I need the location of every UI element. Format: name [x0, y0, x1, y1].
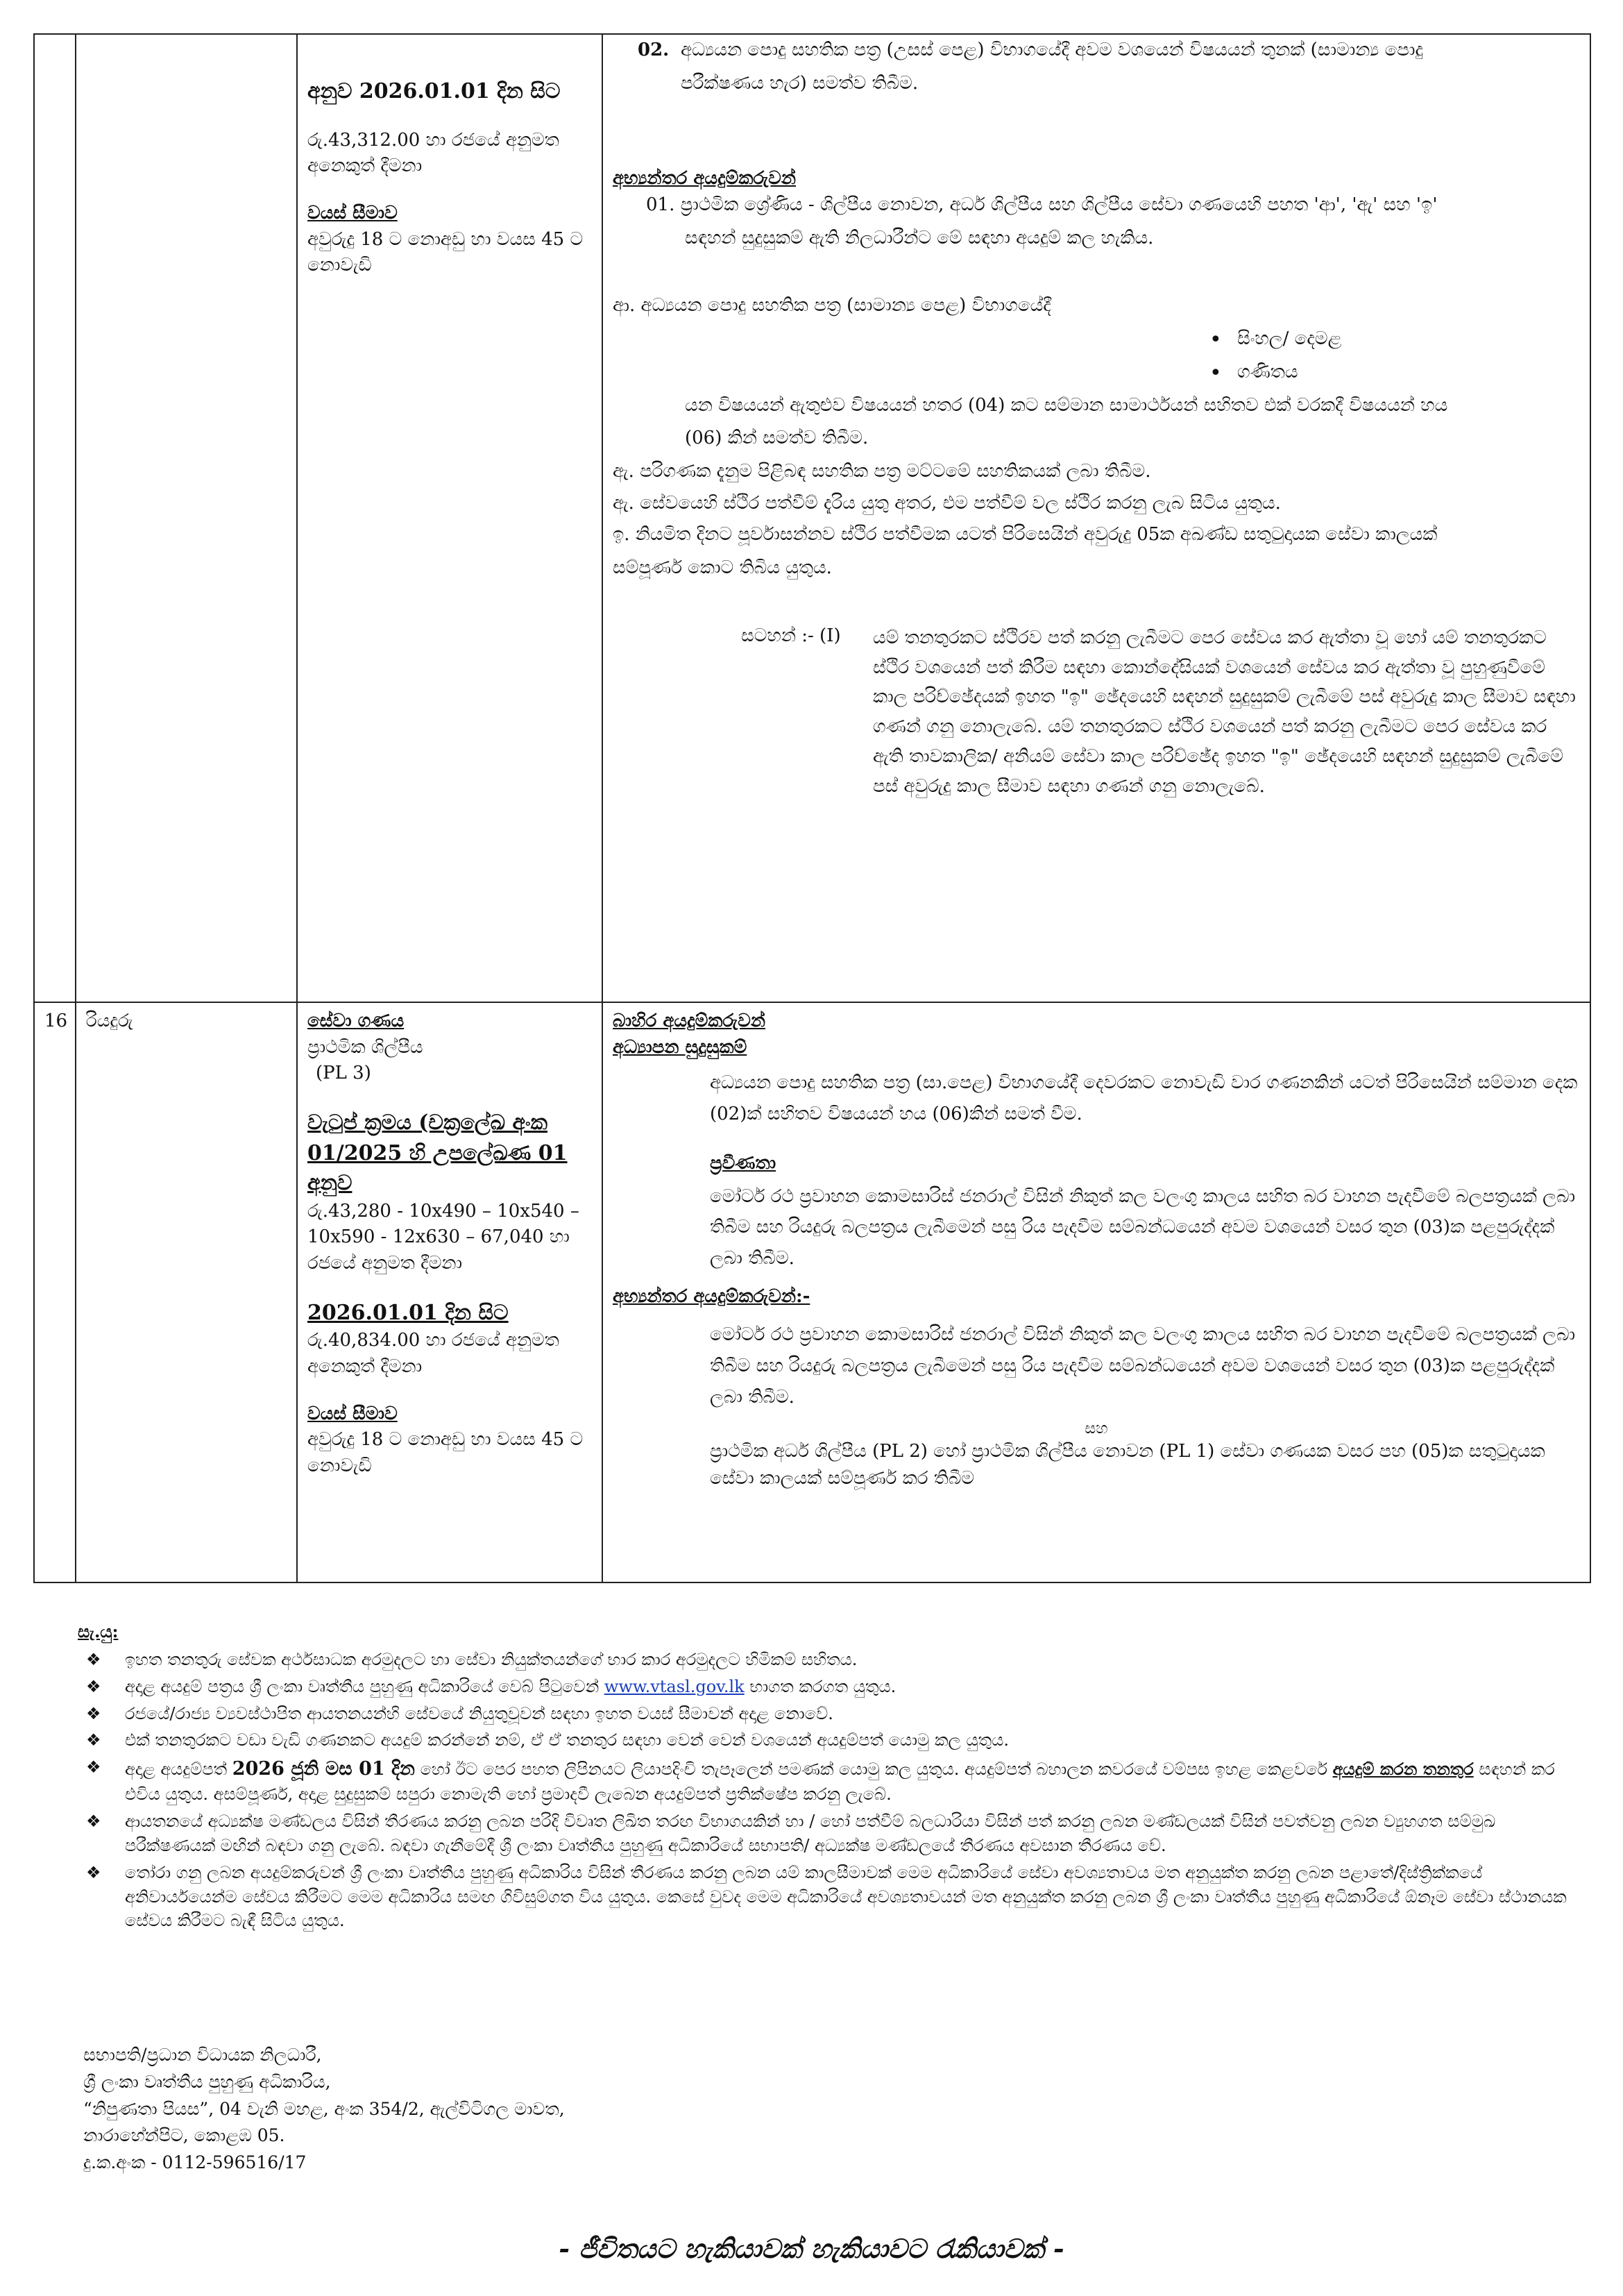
- internal-qualification-i-cont: සම්පූර්ණ කොට තිබිය යුතුය.: [613, 557, 832, 578]
- experience-text: මෝටර් රථ ප්‍රවාහන කොමසාරිස් ජනරාල් විසින් නිකුත් කල වලංගු කාලය සහිත බර වාහන පැදවීමේ බලපත්‍රයක් ලබා තිබීම සහ රියදුරු බලපත්‍රය ලැබීමෙන් පසු රිය පැදවීම සම්බන්ධයෙන් අවම වශයෙන් වසර තුන (03)ක පළපුරුද්දක් ලබා තිබීම.: [710, 1185, 1576, 1269]
- salary-new-value: රු.40,834.00 හා රජයේ අනුමත අනෙකුත් දීමනා: [307, 1330, 559, 1377]
- notes-section: [78, 1621, 1589, 1936]
- qualification-number: 02.: [638, 40, 670, 60]
- diamond-bullet-icon: ❖: [86, 1650, 101, 1669]
- signature-line: සභාපති/ප්‍රධාන විධායක නිලධාරී,: [83, 2045, 322, 2065]
- cell-number: 16: [34, 1002, 76, 1582]
- vacancy-table: [33, 33, 1591, 1583]
- internal-qualification-01-cont: සඳහන් සුදුසුකම් ඇති නිලධාරීන්ට මේ සඳහා අයදුම් කල හැකිය.: [685, 227, 1154, 248]
- internal-qualification-a-cont2: (06) කින් සමත්ව තිබීම.: [685, 428, 869, 449]
- diamond-bullet-icon: ❖: [86, 1730, 101, 1750]
- signature-line: “නිපුණතා පියස”, 04 වැනි මහළ, අංක 354/2, ඇල්විටිගල මාවත,: [83, 2098, 565, 2119]
- internal-qualification-a: ආ. අධ්‍යයන පොදු සහතික පත්‍ර (සාමාන්‍ය පෙළ) විභාගයේදී: [613, 295, 1051, 316]
- age-limit-text: අවුරුදු 18 ට නොඅඩු හා වයස 45 ට නොවැඩි: [307, 228, 584, 276]
- salary-scale-text: රු.43,280 - 10x490 – 10x540 – 10x590 - 12x630 – 67,040 හා රජයේ අනුමත දීමනා: [307, 1200, 579, 1274]
- diamond-bullet-icon: ❖: [86, 1812, 101, 1832]
- cell-qualifications: [602, 34, 1590, 1002]
- service-grade: (PL 3): [316, 1063, 371, 1084]
- subject-list: [613, 326, 1580, 385]
- internal-qualification-a-cont: යන විෂයයන් ඇතුළුව විෂයයන් හතර (04) කට සම්මාන සාමාර්ථයන් සහිතව එක් වරකදී විෂයයන් හය: [685, 394, 1448, 416]
- table-row-16: [34, 1002, 1590, 1582]
- internal-text-2: ප්‍රාථමික අර්ධ ශිල්පීය (PL 2) හෝ ප්‍රාථමික ශිල්පීය නොවන (PL 1) සේවා ගණයක වසර පහ (05)ක සතුටුදායක සේවා කාලයක් සම්පූර්ණ කර තිබීම: [710, 1440, 1545, 1489]
- list-item: ❖ ඉහත තනතුරු සේවක අර්ථසාධක අරමුදලට හා සේවා නියුක්තයන්ගේ භාර කාර අරමුදලට හිමිකම් සහිතය.: [83, 1648, 1589, 1672]
- cell-number: [34, 34, 76, 1002]
- list-item: • සිංහල/ දෙමළ: [1209, 326, 1580, 353]
- internal-qualification-ae2: ඇ. සේවයෙහි ස්ථිර පත්වීම් දැරිය යුතු අතර, එම පත්වීම් වල ස්ථිර කරනු ලැබ සිටිය යුතුය.: [613, 492, 1281, 514]
- education-heading: අධ්‍යාපන සුදුසුකම්: [613, 1036, 747, 1058]
- diamond-bullet-icon: ❖: [86, 1676, 101, 1696]
- age-limit-heading: වයස් සීමාව: [307, 1403, 398, 1424]
- education-text: අධ්‍යයන පොදු සහතික පත්‍ර (සා.පෙළ) විභාගයේදී දෙවරකට නොවැඩි වාර ගණනකින් යටත් පිරිසෙයින් සම්මාන දෙක (02)ක් සහිතව විෂයයන් හය (06)කින් සමත් වීම.: [710, 1072, 1578, 1125]
- internal-text: මෝටර් රථ ප්‍රවාහන කොමසාරිස් ජනරාල් විසින් නිකුත් කල වලංගු කාලය සහිත බර වාහන පැදවීමේ බලපත්‍රයක් ලබා තිබීම සහ රියදුරු බලපත්‍රය ලැබීමෙන් පසු රිය පැදවීම සම්බන්ධයෙන් අවම වශයෙන් වසර තුන (03)ක පළපුරුද්දක් ලබා තිබීම.: [710, 1324, 1576, 1408]
- notes-title: සැ.යු:: [78, 1621, 119, 1641]
- internal-applicants-heading: අභ්‍යන්තර අයදුම්කරුවන්: [613, 168, 796, 189]
- age-limit-heading: වයස් සීමාව: [307, 202, 398, 223]
- salary-new-heading: 2026.01.01 දින සිට: [307, 1300, 509, 1325]
- list-item: ❖ රජයේ/රාජ්‍ය ව්‍යවස්ථාපිත ආයතනයන්හි සේවයේ නියුතුවූවන් සඳහා ඉහත වයස් සීමාවන් අදාළ නොවේ.: [83, 1702, 1589, 1726]
- internal-qualification-ae: ඇ. පරිගණක දැනුම පිළිබඳ සහතික පත්‍ර මට්ටමේ සහතිකයක් ලබා තිබීම.: [613, 460, 1151, 482]
- service-category-text: ප්‍රාථමික ශිල්පීය: [307, 1036, 423, 1058]
- list-item: ❖ එක් තනතුරකට වඩා වැඩි ගණනකට අයදුම් කරන්නේ නම්, ඒ ඒ තනතුර සඳහා වෙන් වෙන් වශයෙන් අයදුම්පත් යොමු කල යුතුය.: [83, 1728, 1589, 1753]
- cell-salary: [297, 1002, 602, 1582]
- age-limit-text: අවුරුදු 18 ට නොඅඩු හා වයස 45 ට නොවැඩි: [307, 1429, 584, 1476]
- service-category-heading: සේවා ගණය: [307, 1011, 405, 1031]
- cell-post: රියදුරු: [76, 1002, 297, 1582]
- list-item: ❖ තෝරා ගනු ලබන අයදුම්කරුවන් ශ්‍රී ලංකා වෘත්තීය පුහුණු අධිකාරිය විසින් තීරණය කරනු ලබන යම් කාලසීමාවක් මෙම අධිකාරියේ සේවා අවශ්‍යතාවය මත අනුයුක්ත කරනු ලබන පළාතේ/දිස්ත්‍රික්කයේ අනිවාර්යයෙන්ම සේවය කිරීමට මෙම අධිකාරිය සමඟ ගිවිසුම්ගත විය යුතුය. කෙසේ වුවද මෙම අධිකාරියේ අවශ්‍යතාවයන් මත අනුයුක්ත කරනු ලබන ශ්‍රී ලංකා වෘත්තීය පුහුණු අධිකාරියේ ඕනෑම සේවා ස්ථානයක සේවය කිරීමට බැඳී සිටිය යුතුය.: [83, 1861, 1589, 1933]
- note-label: සටහන් :- (I): [741, 625, 841, 646]
- and-connector: සහ: [1085, 1419, 1108, 1437]
- diamond-bullet-icon: ❖: [86, 1757, 101, 1778]
- signature-line: ශ්‍රී ලංකා වෘත්තීය පුහුණු අධිකාරිය,: [83, 2071, 331, 2092]
- note-block: [741, 623, 1580, 802]
- cell-post: [76, 34, 297, 1002]
- internal-qualification-01: 01. ප්‍රාථමික ශ්‍රේණිය - ශිල්පීය නොවන, අර්ධ ශිල්පීය සහ ශිල්පීය සේවා ගණයෙහි පහත 'ආ', 'ඇ' සහ 'ඉ': [646, 194, 1438, 216]
- list-item: ❖ ආයතනයේ අධ්‍යක්ෂ මණ්ඩලය විසින් තීරණය කරනු ලබන පරිදි විවෘත ලිඛිත තරඟ විභාගයකින් හා / හෝ පත්වීම් බලධාරියා විසින් පත් කරනු ලබන මණ්ඩලයක් විසින් පවත්වනු ලබන ව්‍යුහගත සම්මුඛ පරීක්ෂණයක් මඟින් බඳවා ගනු ලැබේ. බඳවා ගැනීමේදී ශ්‍රී ලංකා වෘත්තීය පුහුණු අධිකාරියේ සභාපති/ අධ්‍යක්ෂ මණ්ඩලයේ තීරණය අවසාන තීරණය වේ.: [83, 1809, 1589, 1858]
- salary-new-heading: අනුව 2026.01.01 දින සිට: [307, 79, 561, 103]
- signature-line: නාරාහේන්පිට, කොළඹ 05.: [83, 2125, 285, 2146]
- salary-new-value: රු.43,312.00 හා රජයේ අනුමත අනෙකුත් දීමනා: [307, 129, 559, 177]
- list-item: ❖ අදාළ අයදුම්පත් 2026 ජූනි මස 01 දින හෝ ඊට පෙර පහත ලිපිනයට ලියාපදිංචි තැපෑලෙන් පමණක් යොමු කල යුතුය. අයදුම්පත් බහාලන කවරයේ වම්පස ඉහළ කෙළවරේ අයදුම් කරන තනතුර සඳහන් කර එවිය යුතුය. අසම්පූර්ණ, අදාළ සුදුසුකම් සපුරා නොමැති හෝ ප්‍රමාදවී ලැබෙන අයදුම්පත් ප්‍රතික්ෂේප කරනු ලැබේ.: [83, 1755, 1589, 1807]
- cell-qualifications: [602, 1002, 1590, 1582]
- notes-list: [83, 1624, 1589, 1933]
- signature-block: [83, 2042, 565, 2177]
- experience-heading: ප්‍රවීණතා: [710, 1152, 776, 1174]
- internal-applicants-heading: අභ්‍යන්තර අයදුම්කරුවන්:-: [613, 1285, 810, 1307]
- list-item: ❖ අදාළ අයදුම් පත්‍රය ශ්‍රී ලංකා වෘත්තීය පුහුණු අධිකාරියේ වෙබ් පිටුවෙන් www.vtasl.gov.lk භාගත කරගත යුතුය.: [83, 1675, 1589, 1699]
- external-applicants-heading: බාහිර අයදුම්කරුවන්: [613, 1011, 765, 1031]
- website-link[interactable]: www.vtasl.gov.lk: [604, 1676, 745, 1696]
- cell-salary: [297, 34, 602, 1002]
- footer-slogan: - ජීවිතයට හැකියාවක් හැකියාවට රැකියාවක් -: [559, 2233, 1064, 2264]
- internal-qualification-i: ඉ. නියමිත දිනට පූර්වාසන්නව ස්ථිර පත්වීමක යටත් පිරිසෙයින් අවුරුදු 05ක අඛණ්ඩ සතුටුදායක සේවා කාලයක්: [613, 524, 1438, 546]
- post-applied-label: අයදුම් කරන තනතුර: [1332, 1759, 1474, 1780]
- qualification-text-cont: පරීක්ෂණය හැර) සමත්ව තිබීම.: [681, 72, 919, 94]
- table-row-15-continued: [34, 34, 1590, 1002]
- diamond-bullet-icon: ❖: [86, 1862, 101, 1882]
- note-text: යම් තනතුරකට ස්ථිරව පත් කරනු ලැබීමට පෙර සේවය කර ඇත්තා වූ හෝ යම් තනතුරකට ස්ථිර වශයෙන් පත් කිරීම සඳහා කොන්දේසියක් වශයෙන් සේවය කර ඇත්තා වූ පුහුණුවීමේ කාල පරිච්ඡේදයක් ඉහත "ඉ" ඡේදයෙහි සඳහන් සුදුසුකම් ලැබීමේ පස් අවුරුදු කාල සීමාව සඳහා ගණන් ගනු නොලැබේ. යම් තනතුරකට ස්ථිර වශයෙන් පත් කරනු ලැබීමට පෙර සේවය කර ඇති තාවකාලික/ අනියම් සේවා කාල පරිච්ඡේද ඉහත "ඉ" ඡේදයෙහි සඳහන් සුදුසුකම් ලැබීමේ පස් අවුරුදු කාල සීමාව සඳහා ගණන් ගනු නොලැබේ.: [873, 627, 1576, 797]
- list-item: • ගණිතය: [1209, 360, 1580, 386]
- deadline-date: 2026 ජූනි මස 01 දින: [232, 1758, 415, 1780]
- signature-line: දු.ක.අංක - 0112-596516/17: [83, 2152, 307, 2172]
- qualification-text: අධ්‍යයන පොදු සහතික පත්‍ර (උසස් පෙළ) විභාගයේදී අවම වශයෙන් විෂයයන් තුනක් (සාමාන්‍ය පොදු: [681, 40, 1424, 60]
- salary-scale-heading: වැටුප් ක්‍රමය (චක්‍රලේඛ අංක 01/2025 හි උපලේඛණ 01 අනුව: [307, 1111, 568, 1196]
- diamond-bullet-icon: ❖: [86, 1703, 101, 1723]
